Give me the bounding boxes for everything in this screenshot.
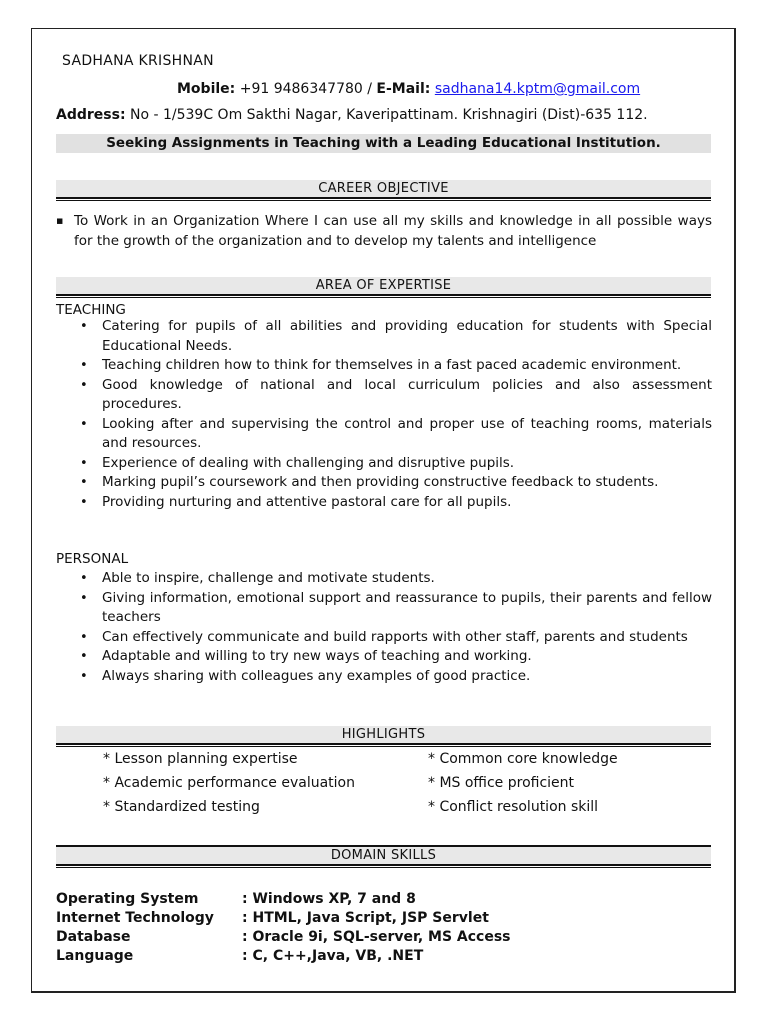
teaching-subheading: TEACHING <box>56 302 126 318</box>
list-item: • Marking pupil’s coursework and then providing constructive feedback to students. <box>56 473 712 493</box>
highlight-item: * Conflict resolution skill <box>428 799 599 815</box>
skill-label-language: Language <box>56 948 134 964</box>
section-header-area-of-expertise: AREA OF EXPERTISE <box>56 277 711 294</box>
candidate-name: SADHANA KRISHNAN <box>62 53 214 69</box>
contact-line <box>177 81 640 97</box>
seeking-banner: Seeking Assignments in Teaching with a Leading Educational Institution. <box>56 134 711 153</box>
mobile-label: Mobile: <box>177 81 236 97</box>
address-value: No - 1/539C Om Sakthi Nagar, Kaveripattinam. Krishnagiri (Dist)-635 112. <box>130 107 648 123</box>
list-item: • Looking after and supervising the control and proper use of teaching rooms, materials and resources. <box>56 415 712 454</box>
list-item: • Good knowledge of national and local curriculum policies and also assessment procedures. <box>56 376 712 415</box>
highlight-item: * MS office proficient <box>428 775 575 791</box>
list-item: • Experience of dealing with challenging and disruptive pupils. <box>56 454 712 474</box>
email-link[interactable]: sadhana14.kptm@gmail.com <box>434 81 641 97</box>
address-label: Address: <box>56 107 126 123</box>
skill-label-internet-technology: Internet Technology <box>56 910 214 926</box>
address-line <box>56 107 648 123</box>
skill-value-internet-technology: : HTML, Java Script, JSP Servlet <box>242 910 489 926</box>
list-item: • Giving information, emotional support and reassurance to pupils, their parents and fellow teachers <box>56 589 712 628</box>
list-item: • Providing nurturing and attentive pastoral care for all pupils. <box>56 493 712 513</box>
highlight-item: * Academic performance evaluation <box>103 775 355 791</box>
list-item: • Able to inspire, challenge and motivate students. <box>56 569 712 589</box>
section-header-highlights: HIGHLIGHTS <box>56 726 711 743</box>
skill-value-language: : C, C++,Java, VB, .NET <box>242 948 424 964</box>
teaching-list <box>56 317 712 512</box>
skill-value-database: : Oracle 9i, SQL-server, MS Access <box>242 929 511 945</box>
contact-separator: / <box>367 81 372 97</box>
list-item: ▪ To Work in an Organization Where I can use all my skills and knowledge in all possible ways for the growth of the organization and to develop my talents and intelligence <box>56 211 712 251</box>
section-header-domain-skills: DOMAIN SKILLS <box>56 847 711 864</box>
mobile-number: +91 9486347780 <box>239 81 363 97</box>
list-item: • Catering for pupils of all abilities and providing education for students with Special Educational Needs. <box>56 317 712 356</box>
section-header-career-objective: CAREER OBJECTIVE <box>56 180 711 197</box>
list-item: • Always sharing with colleagues any examples of good practice. <box>56 667 712 687</box>
skill-label-operating-system: Operating System <box>56 891 199 907</box>
list-item: • Teaching children how to think for themselves in a fast paced academic environment. <box>56 356 712 376</box>
personal-subheading: PERSONAL <box>56 551 129 567</box>
career-objective-list <box>56 211 712 251</box>
list-item: • Can effectively communicate and build rapports with other staff, parents and students <box>56 628 712 648</box>
list-item: • Adaptable and willing to try new ways of teaching and working. <box>56 647 712 667</box>
highlight-item: * Lesson planning expertise <box>103 751 298 767</box>
highlight-item: * Common core knowledge <box>428 751 618 767</box>
email-label: E-Mail: <box>376 81 431 97</box>
skill-value-operating-system: : Windows XP, 7 and 8 <box>242 891 416 907</box>
personal-list <box>56 569 712 686</box>
skill-label-database: Database <box>56 929 131 945</box>
highlight-item: * Standardized testing <box>103 799 260 815</box>
